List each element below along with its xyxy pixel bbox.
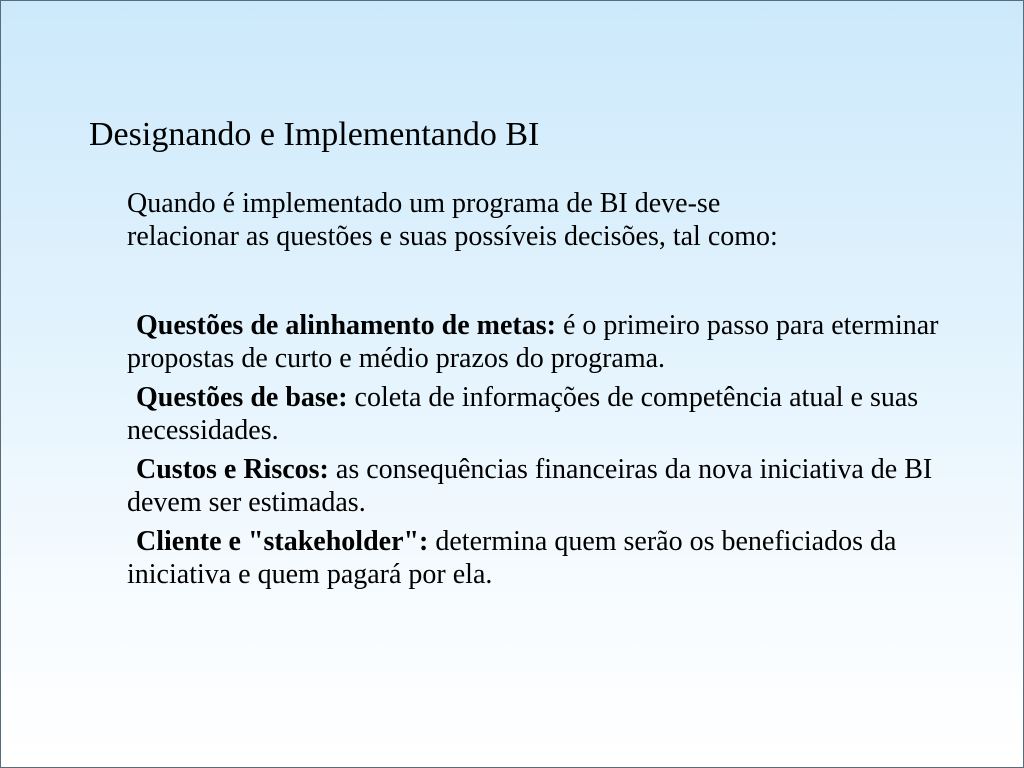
item-description: é o primeiro passo para eterminar propostas de curto e médio prazos do programa. <box>127 310 939 374</box>
item-term: Questões de alinhamento de metas: <box>136 310 556 341</box>
list-item-goal-alignment <box>127 309 947 375</box>
intro-line-1: Quando é implementado um programa de BI deve-se <box>127 188 721 219</box>
item-description: as consequências financeiras da nova iniciativa de BI devem ser estimadas. <box>127 454 933 518</box>
bullet-list <box>127 309 947 597</box>
slide-title: Designando e Implementando BI <box>89 116 540 153</box>
item-term: Questões de base: <box>136 382 348 413</box>
list-item-client-stakeholder <box>127 525 947 591</box>
intro-line-2: relacionar as questões e suas possíveis decisões, tal como: <box>127 221 778 252</box>
list-item-costs-risks <box>127 453 947 519</box>
list-item-baseline <box>127 381 947 447</box>
item-description: determina quem serão os beneficiados da iniciativa e quem pagará por ela. <box>127 526 897 590</box>
intro-paragraph <box>127 187 947 253</box>
item-term: Custos e Riscos: <box>136 454 329 485</box>
item-term: Cliente e "stakeholder": <box>136 526 429 557</box>
item-description: coleta de informações de competência atual e suas necessidades. <box>127 382 919 446</box>
